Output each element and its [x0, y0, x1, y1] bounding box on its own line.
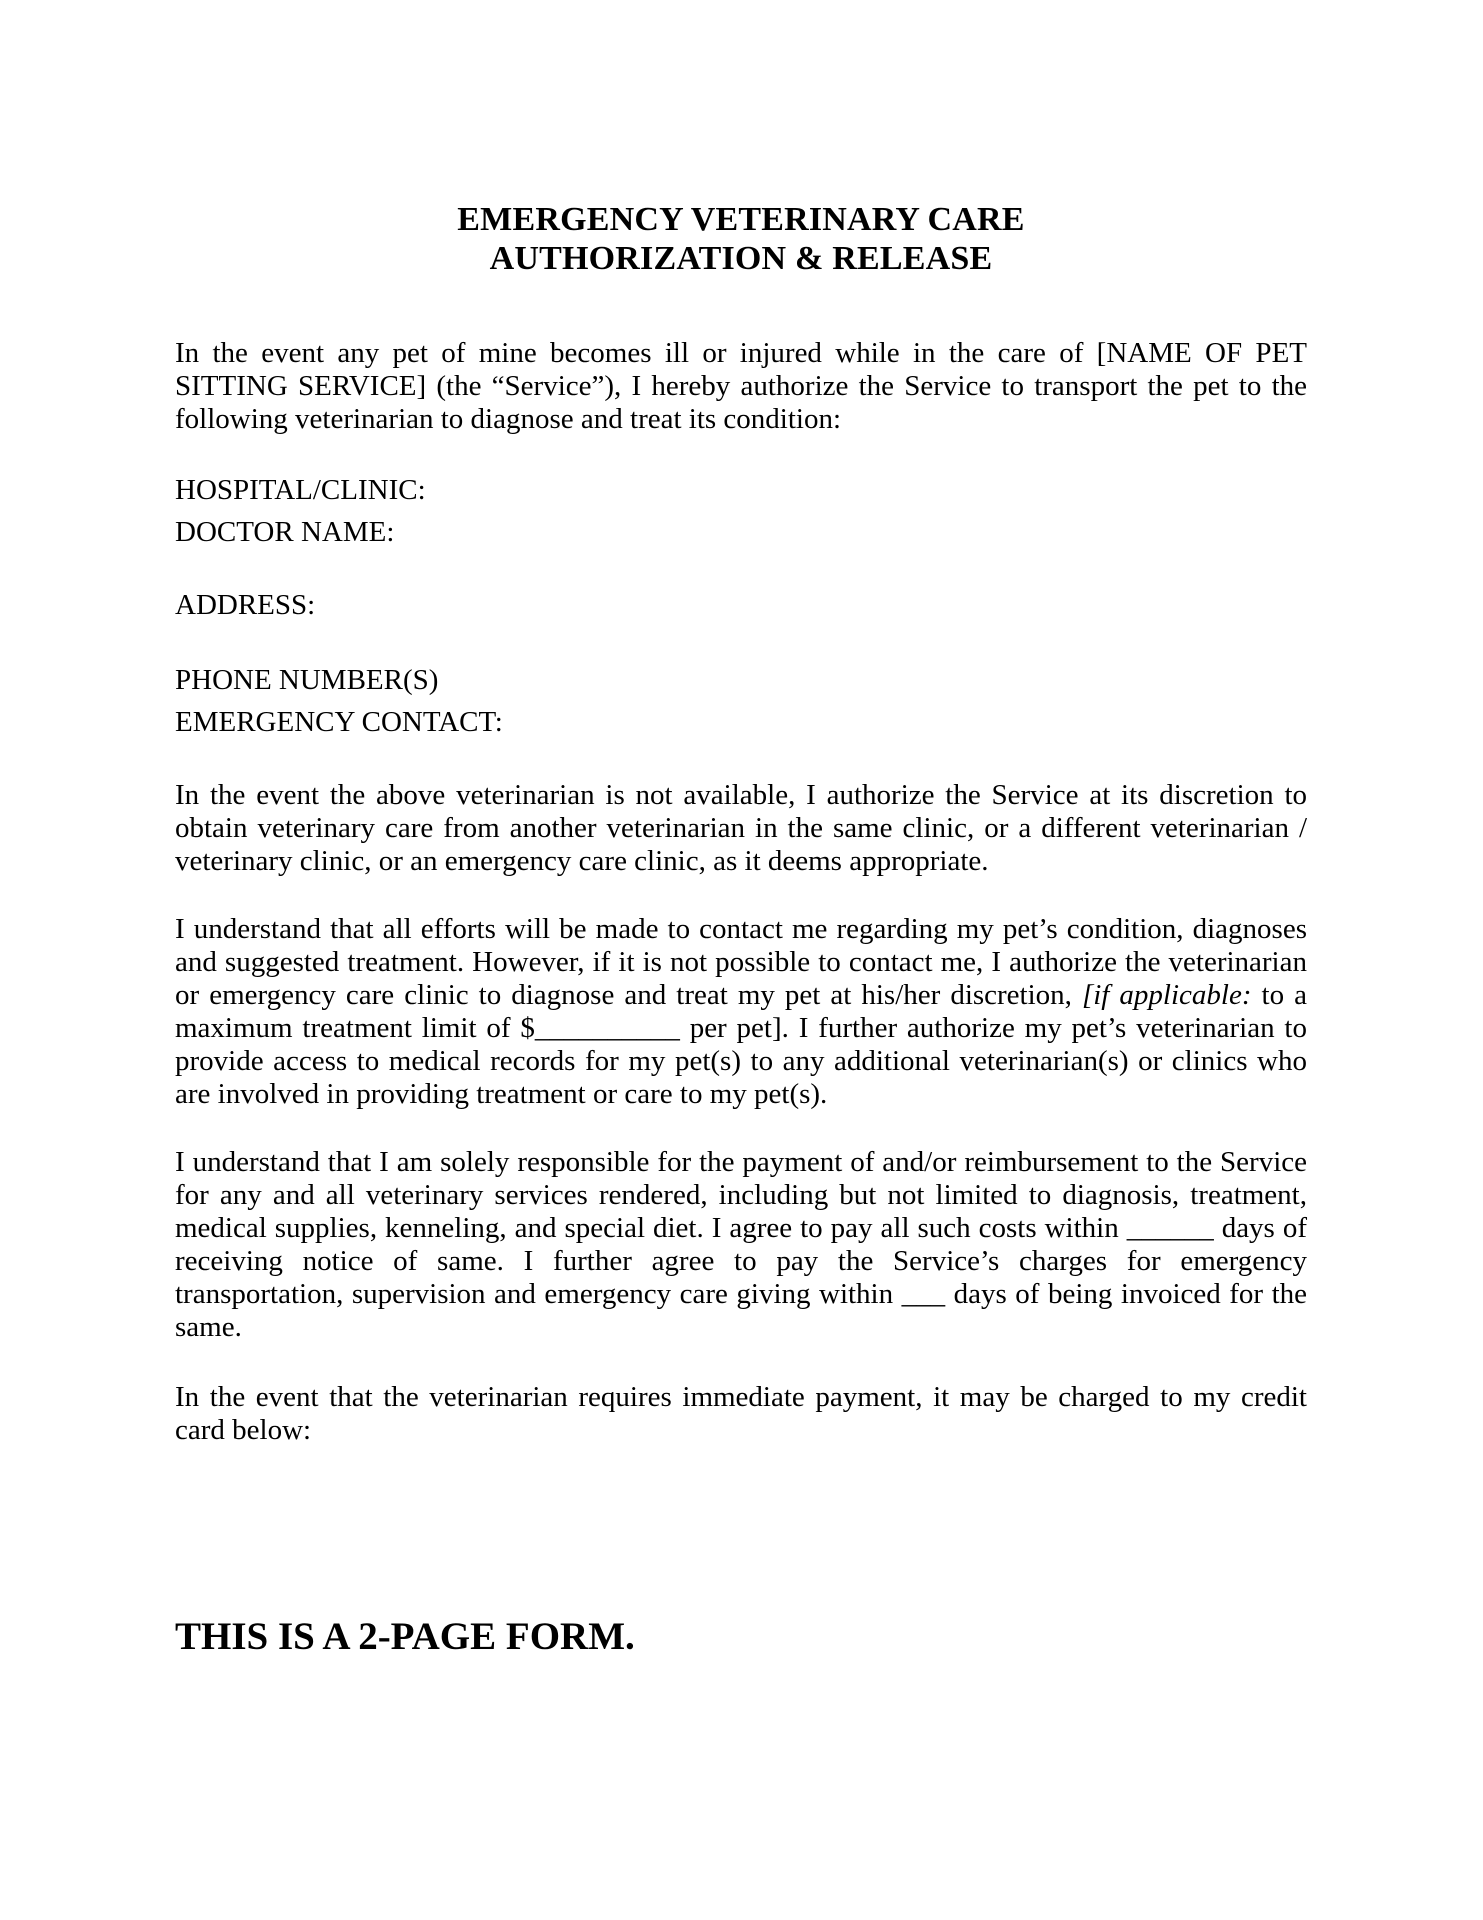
address-label: ADDRESS: [175, 589, 316, 621]
treatment-authorization-part1: I understand that all efforts will be made to contact me regarding my pet’s condition, diagnoses and suggested treatment. However, if it is not possible to contact me, I authorize the veterinarian or emergency care clinic to diagnose and treat my pet at his/her discretion, [175, 913, 1307, 1011]
two-page-form-note: THIS IS A 2-PAGE FORM. [175, 1615, 635, 1658]
intro-paragraph: In the event any pet of mine becomes ill or injured while in the care of [NAME OF PET SITTING SERVICE] (the “Service”), I hereby authorize the Service to transport the pet to the following veterinarian to diagnose and treat its condition: [175, 337, 1307, 435]
document-title-line1: EMERGENCY VETERINARY CARE [457, 201, 1025, 238]
emergency-contact-label: EMERGENCY CONTACT: [175, 706, 503, 738]
credit-card-paragraph: In the event that the veterinarian requires immediate payment, it may be charged to my credit card below: [175, 1381, 1307, 1446]
hospital-clinic-label: HOSPITAL/CLINIC: [175, 474, 426, 506]
treatment-authorization-paragraph [175, 913, 1307, 1111]
treatment-authorization-italic-note: [if applicable: [1081, 979, 1252, 1011]
phone-numbers-label: PHONE NUMBER(S) [175, 664, 439, 696]
doctor-name-label: DOCTOR NAME: [175, 516, 395, 548]
payment-responsibility-paragraph: I understand that I am solely responsible for the payment of and/or reimbursement to the Service for any and all veterinary services rendered, including but not limited to diagnosis, treatment, medical supplies, kenneling, and special diet. I agree to pay all such costs within ______ days of receiving notice of same. I further agree to pay the Service’s charges for emergency transportation, supervision and emergency care giving within ___ days of being invoiced for the same. [175, 1146, 1307, 1343]
treatment-authorization-part2: to a maximum treatment limit of $__________ per pet]. I further authorize my pet’s veterinarian to provide access to medical records for my pet(s) to any additional veterinarian(s) or clinics who are involved in providing treatment or care to my pet(s). [175, 979, 1307, 1110]
document-title-line2: AUTHORIZATION & RELEASE [489, 240, 993, 277]
alternate-vet-paragraph: In the event the above veterinarian is not available, I authorize the Service at its discretion to obtain veterinary care from another veterinarian in the same clinic, or a different veterinarian / veterinary clinic, or an emergency care clinic, as it deems appropriate. [175, 779, 1307, 877]
document-title [175, 200, 1307, 278]
